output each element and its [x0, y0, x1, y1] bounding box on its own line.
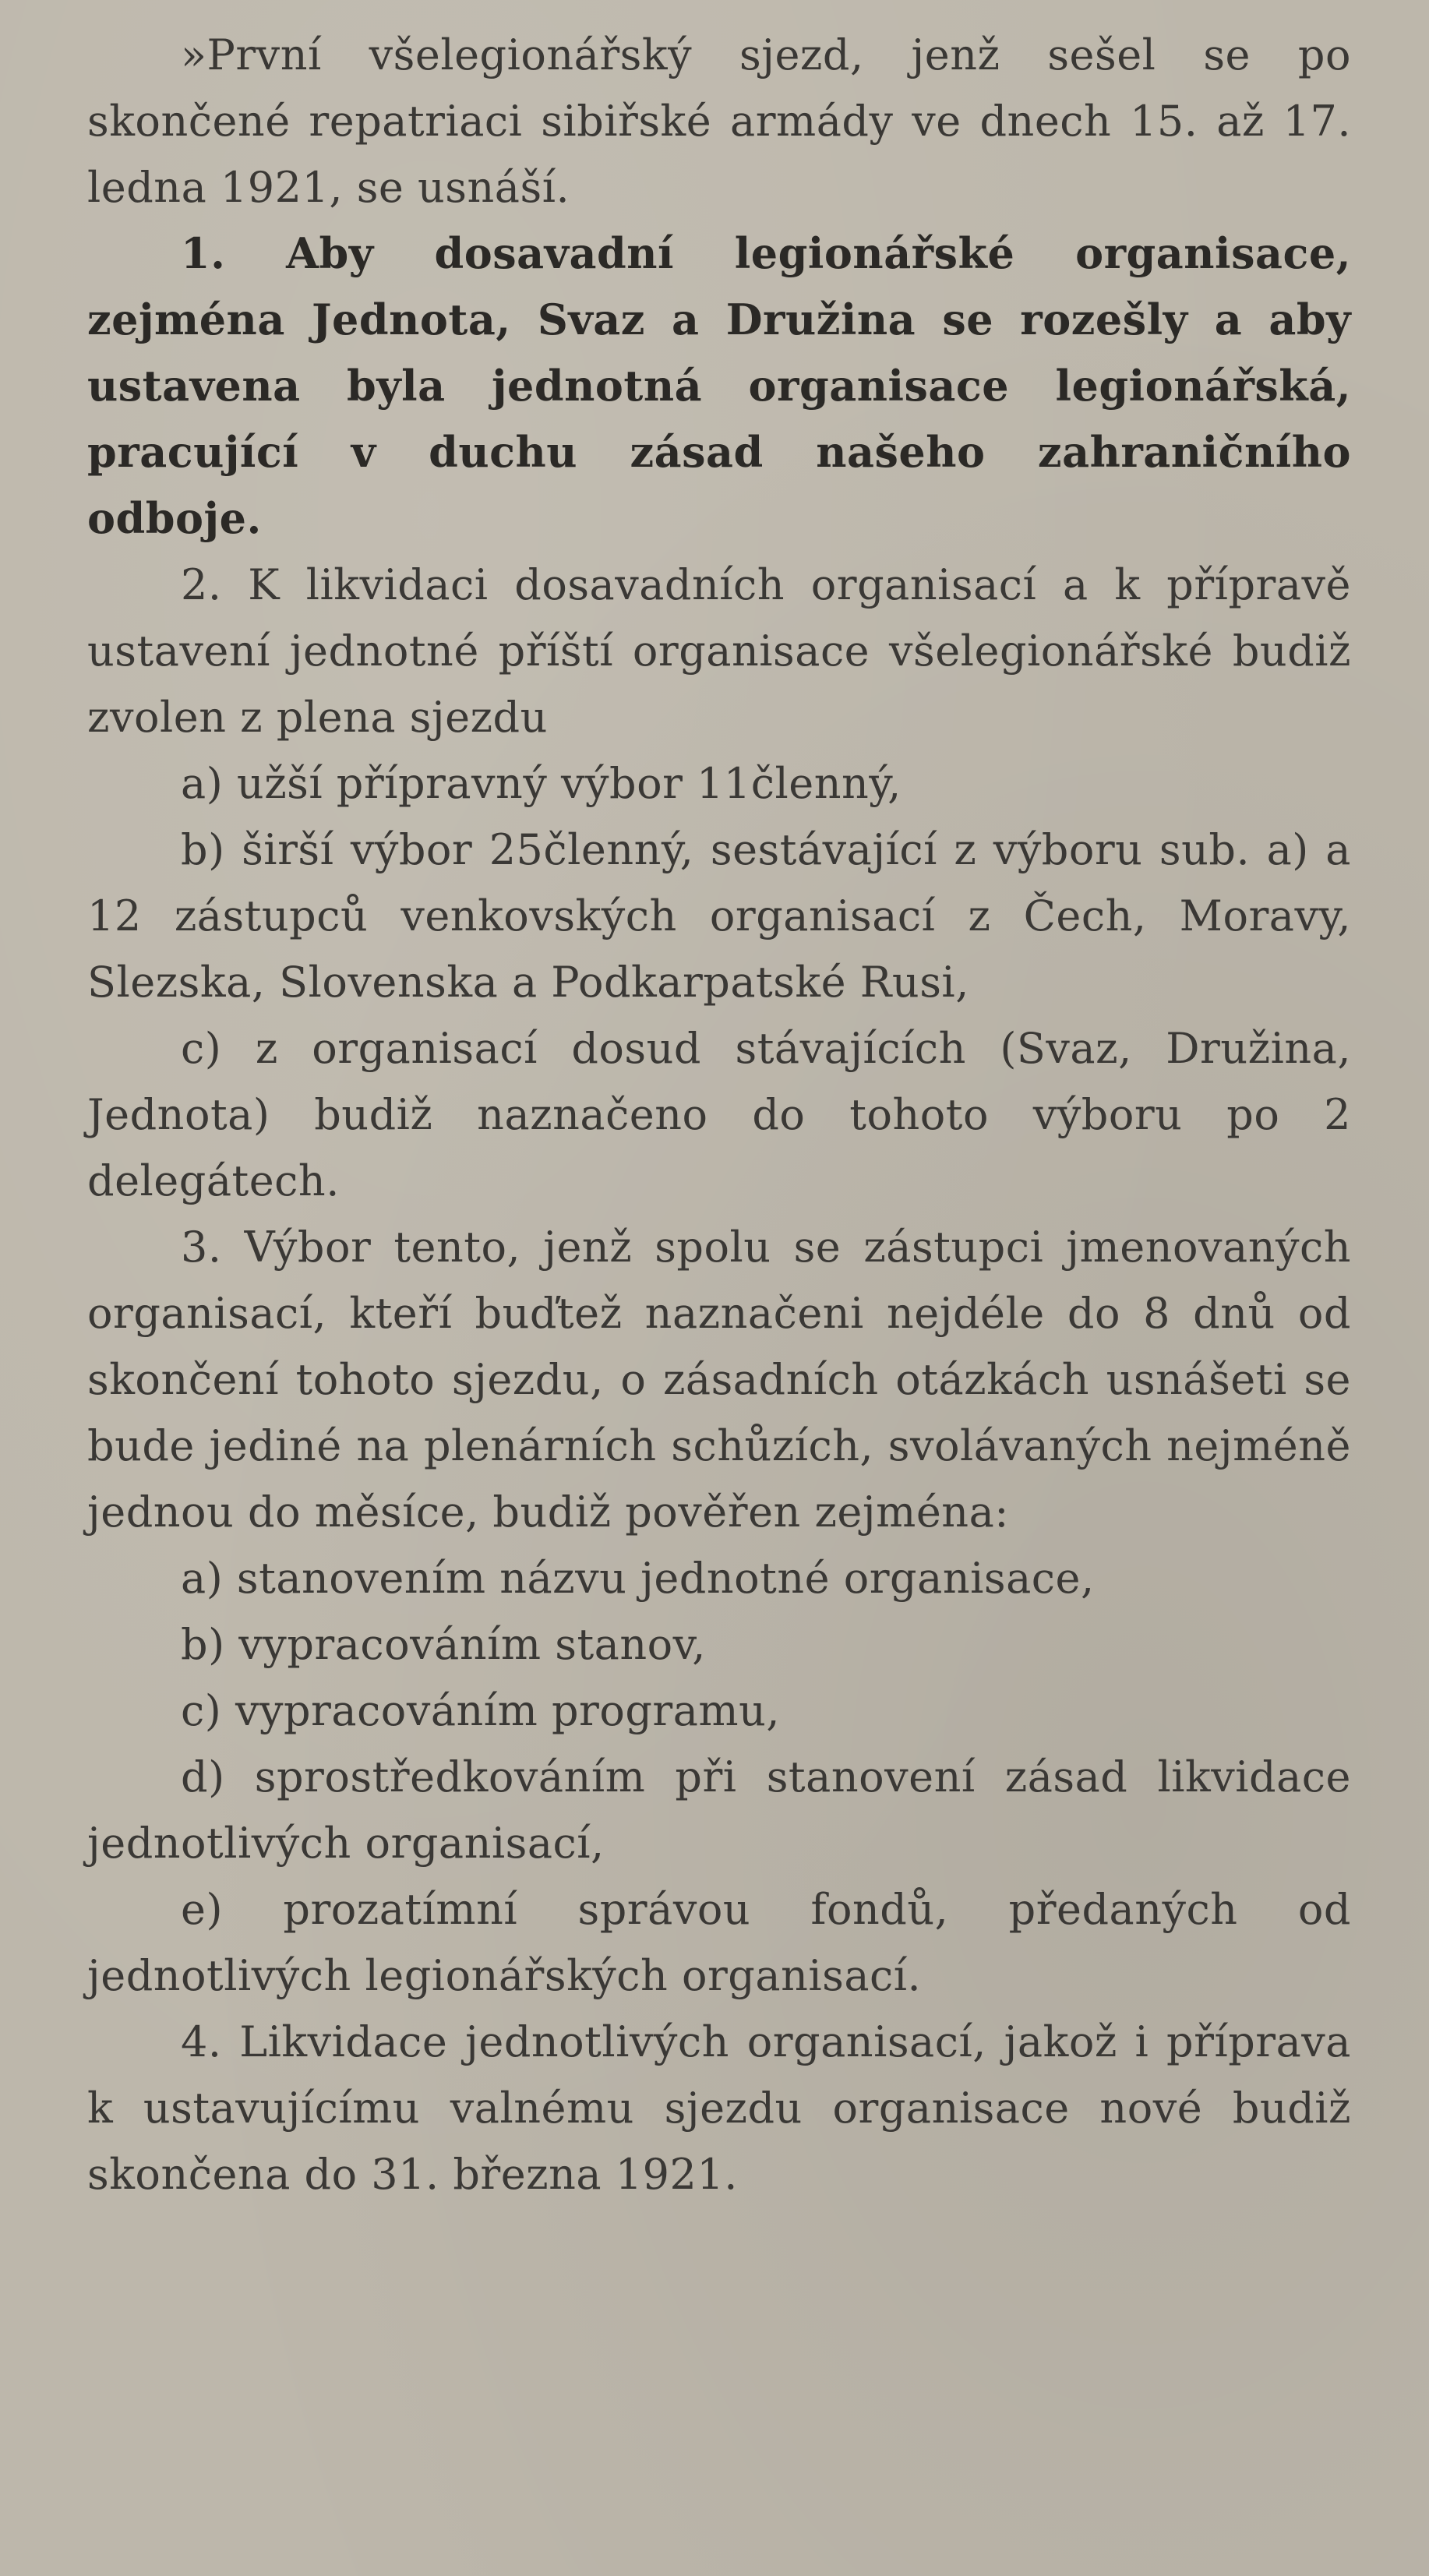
paragraph-point-2a: a) užší přípravný výbor 11členný, [181, 759, 902, 808]
paragraph-point-3: 3. Výbor tento, jenž spolu se zástupci jmenovaných organisací, kteří buďtež naznačeni nejdéle do 8 dnů od skončení tohoto sjezdu, o zásadních otázkách usnášeti se bude jediné na plenárních schůzích, svolávaných nejméně jednou do měsíce, budiž pověřen zejména: [87, 1223, 1351, 1537]
paragraph-point-2c: c) z organisací dosud stávajících (Svaz, Družina, Jednota) budiž naznačeno do tohoto výboru po 2 delegátech. [87, 1024, 1351, 1205]
paragraph-point-2b: b) širší výbor 25členný, sestávající z výboru sub. a) a 12 zástupců venkovských organisací z Čech, Moravy, Slezska, Slovenska a Podkarpatské Rusi, [87, 825, 1351, 1007]
paragraph-point-3a: a) stanovením názvu jednotné organisace, [181, 1554, 1095, 1603]
paragraph-point-3e: e) prozatímní správou fondů, předaných od jednotlivých legionářských organisací. [87, 1885, 1351, 2000]
paragraph-point-3d: d) sprostředkováním při stanovení zásad likvidace jednotlivých organisací, [87, 1752, 1351, 1868]
paragraph-point-4: 4. Likvidace jednotlivých organisací, jakož i příprava k ustavujícímu valnému sjezdu organisace nové budiž skončena do 31. března 1921. [87, 2017, 1351, 2199]
paragraph-point-1: 1. Aby dosavadní legionářské organisace, zejména Jednota, Svaz a Družina se rozešly a aby ustavena byla jednotná organisace legionářská, pracující v duchu zásad našeho zahraničního odboje. [87, 228, 1351, 543]
paragraph-intro: »První všelegionářský sjezd, jenž sešel se po skončené repatriaci sibiřské armády ve dnech 15. až 17. ledna 1921, se usnáší. [87, 30, 1351, 212]
paragraph-point-2: 2. K likvidaci dosavadních organisací a k přípravě ustavení jednotné příští organisace všelegionářské budiž zvolen z plena sjezdu [87, 560, 1351, 742]
paragraph-point-3b: b) vypracováním stanov, [181, 1620, 706, 1669]
paragraph-point-3c: c) vypracováním programu, [181, 1686, 781, 1735]
